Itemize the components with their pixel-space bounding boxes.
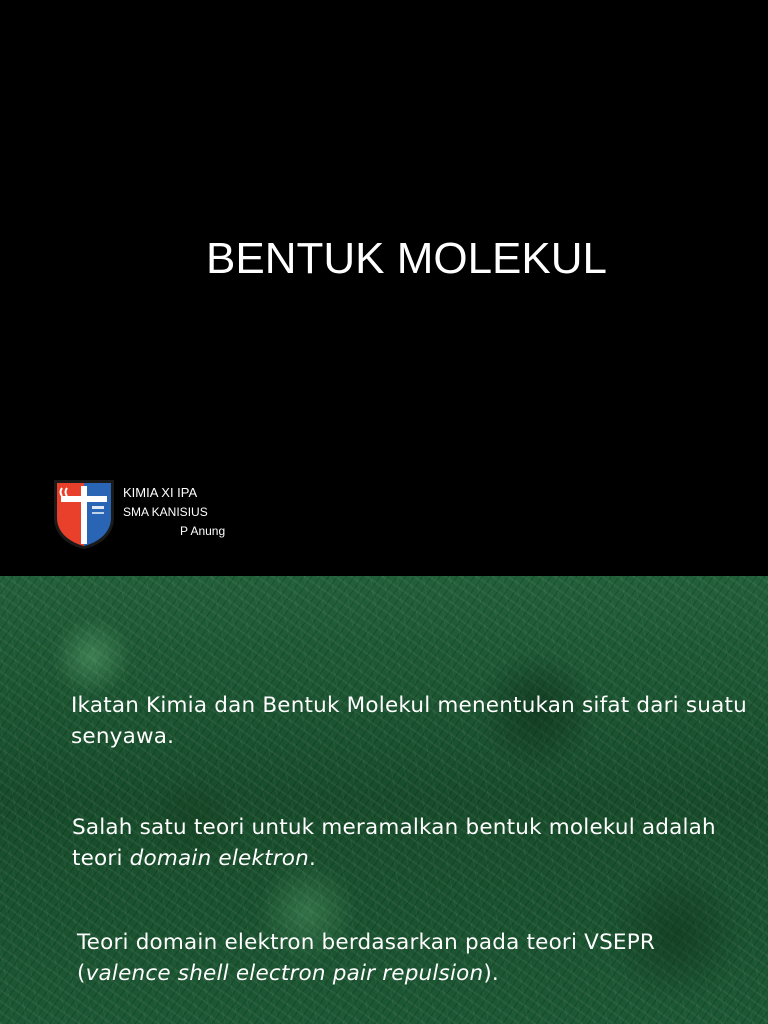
school-label: SMA KANISIUS — [123, 505, 208, 519]
paragraph-vsepr — [77, 927, 737, 989]
paragraph-chemical-bonds: Ikatan Kimia dan Bentuk Molekul menentukan sifat dari suatu senyawa. — [71, 693, 747, 749]
emphasis-text: valence shell electron pair repulsion — [85, 961, 484, 986]
paragraph-text: ). — [483, 961, 499, 986]
school-crest-icon — [52, 478, 116, 550]
paragraph-text: Teori domain elektron berdasarkan pada teori VSEPR ( — [77, 930, 656, 986]
slide-title: BENTUK MOLEKUL — [206, 234, 607, 283]
paragraph-electron-domain — [72, 812, 732, 874]
paragraph-text: Salah satu teori untuk meramalkan bentuk molekul adalah teori — [72, 815, 716, 871]
emphasis-text: domain elektron — [129, 846, 309, 871]
author-label: P Anung — [180, 524, 226, 538]
paragraph-text: . — [308, 846, 317, 871]
course-label: KIMIA XI IPA — [123, 485, 198, 500]
